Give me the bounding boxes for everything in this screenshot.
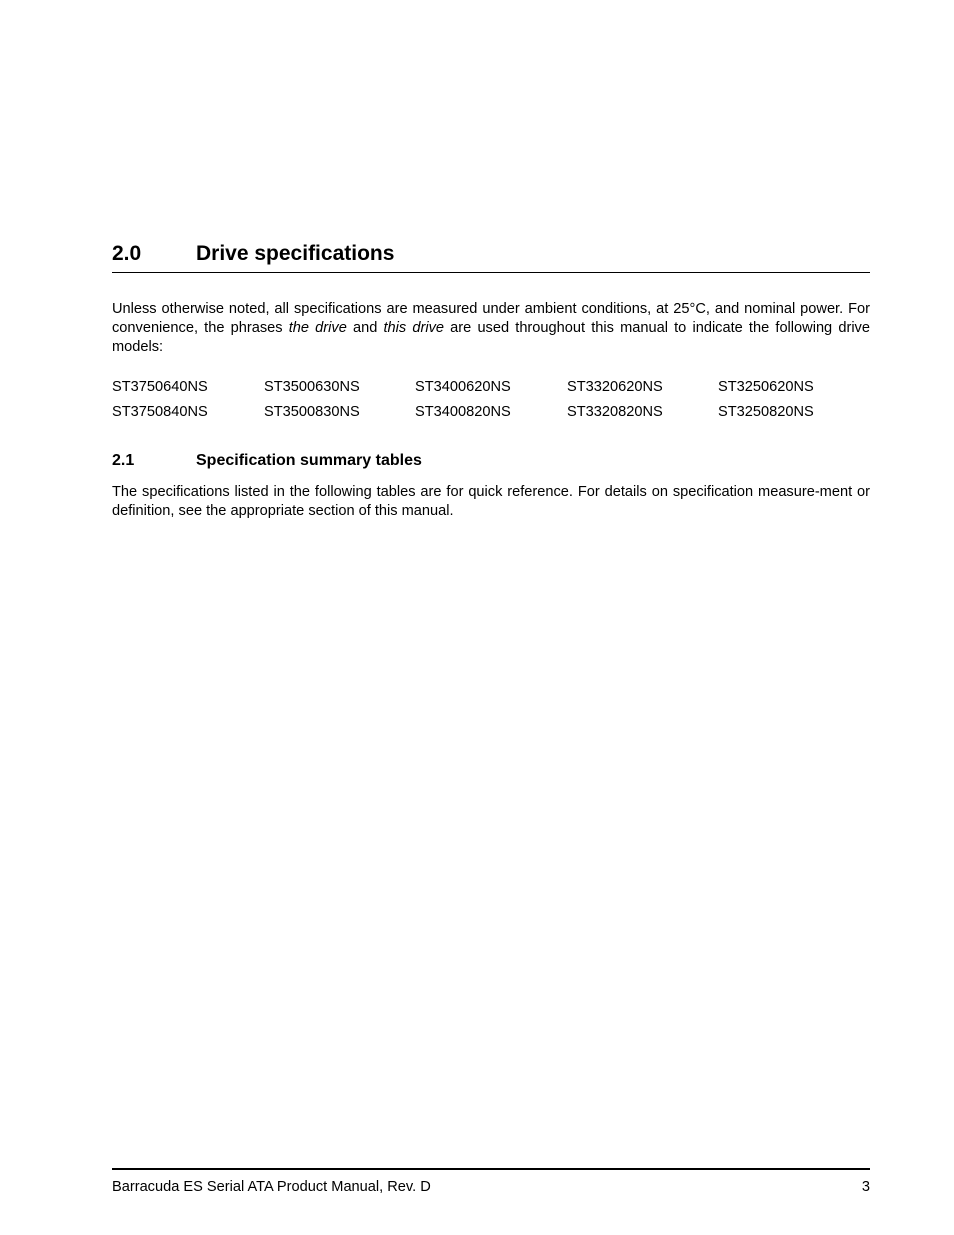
intro-italic-2: this drive <box>383 320 445 336</box>
model-name: ST3400820NS <box>415 404 511 420</box>
models-row <box>112 378 870 403</box>
page-footer <box>112 1168 870 1198</box>
intro-text-2: and <box>346 320 384 336</box>
model-name: ST3250620NS <box>718 379 814 395</box>
intro-italic-1: the drive <box>288 320 347 336</box>
model-name: ST3320820NS <box>567 404 663 420</box>
summary-paragraph: The specifications listed in the following tables are for quick reference. For details on specification measure-ment or definition, see the appropriate section of this manual. <box>112 484 870 519</box>
document-page <box>112 0 870 1235</box>
subsection-title: Specification summary tables <box>196 452 422 469</box>
footer-title: Barracuda ES Serial ATA Product Manual, Rev. D <box>112 1179 431 1195</box>
section-title: Drive specifications <box>196 242 395 265</box>
model-name: ST3400620NS <box>415 379 511 395</box>
page-number: 3 <box>861 1179 870 1195</box>
intro-text-3: are used throughout this manual to indicate the following drive models: <box>112 320 870 355</box>
model-name: ST3750640NS <box>112 379 208 395</box>
models-row <box>112 403 870 428</box>
section-heading <box>112 241 870 273</box>
model-name: ST3500630NS <box>264 379 360 395</box>
model-name: ST3250820NS <box>718 404 814 420</box>
subsection-number: 2.1 <box>112 452 135 469</box>
intro-paragraph <box>112 300 870 357</box>
subsection-heading <box>112 451 870 471</box>
section-number: 2.0 <box>112 242 142 265</box>
model-name: ST3750840NS <box>112 404 208 420</box>
drive-models-list <box>112 378 870 428</box>
intro-text-1: Unless otherwise noted, all specifications are measured under ambient conditions, at 25°C, and nominal power. For convenience, the phrases <box>112 301 870 336</box>
model-name: ST3320620NS <box>567 379 663 395</box>
model-name: ST3500830NS <box>264 404 360 420</box>
